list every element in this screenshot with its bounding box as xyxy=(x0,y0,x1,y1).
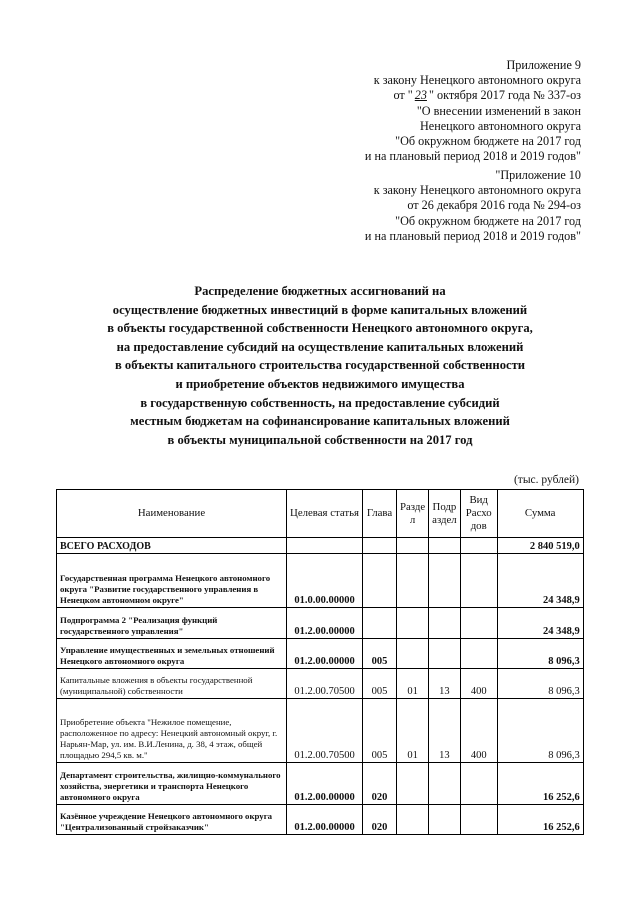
header-line: к закону Ненецкого автономного округа xyxy=(373,73,581,88)
title-line: в государственную собственность, на предоставление субсидий xyxy=(140,395,500,410)
header-line: от 26 декабря 2016 года № 294-оз xyxy=(407,198,581,213)
row-glava: 005 xyxy=(363,639,397,669)
title-line: местным бюджетам на софинансирование капитальных вложений xyxy=(130,414,510,429)
title-line: в объекты муниципальной собственности на 2017 год xyxy=(167,432,473,447)
table-row xyxy=(57,805,584,835)
row-sum: 8 096,3 xyxy=(497,669,583,699)
row-podrazdel xyxy=(429,608,461,639)
row-target: 01.2.00.00000 xyxy=(287,639,363,669)
row-razdel xyxy=(397,554,429,608)
row-name: Казённое учреждение Ненецкого автономного округа "Централизованный стройзаказчик" xyxy=(57,805,287,835)
header-line: "Об окружном бюджете на 2017 год xyxy=(395,213,581,228)
title-line: в объекты капитального строительства государственной собственности xyxy=(114,358,526,373)
units-label: (тыс. рублей) xyxy=(513,474,579,486)
row-razdel xyxy=(397,805,429,835)
row-sum: 2 840 519,0 xyxy=(497,538,583,554)
header-line: "Об окружном бюджете на 2017 год xyxy=(395,134,581,149)
title-line: в объекты государственной собственности Ненецкого автономного округа, xyxy=(107,321,533,336)
budget-table xyxy=(56,489,584,835)
row-podrazdel xyxy=(429,554,461,608)
handwritten-day: 23 xyxy=(414,88,427,103)
column-header-vid: Вид Расхо дов xyxy=(460,490,497,538)
row-target: 01.2.00.70500 xyxy=(287,669,363,699)
row-vid xyxy=(460,554,497,608)
row-glava xyxy=(363,554,397,608)
column-header-razdel: Разде л xyxy=(397,490,429,538)
row-glava xyxy=(363,538,397,554)
row-podrazdel xyxy=(429,763,461,805)
header-line: к закону Ненецкого автономного округа xyxy=(373,183,581,198)
title-line: Распределение бюджетных ассигнований на xyxy=(194,284,446,298)
row-vid xyxy=(460,805,497,835)
row-name: Управление имущественных и земельных отношений Ненецкого автономного округа xyxy=(57,639,287,669)
row-vid xyxy=(460,763,497,805)
row-vid xyxy=(460,639,497,669)
row-name: Государственная программа Ненецкого автономного округа "Развитие государственного управления в Ненецком автономном округе" xyxy=(57,554,287,608)
row-name: Капитальные вложения в объекты государственной (муниципальной) собственности xyxy=(57,669,287,699)
row-glava: 020 xyxy=(363,805,397,835)
row-vid: 400 xyxy=(460,669,497,699)
row-podrazdel xyxy=(429,538,461,554)
row-razdel: 01 xyxy=(397,699,429,763)
appendix-10-header xyxy=(365,168,581,244)
row-vid xyxy=(460,608,497,639)
row-name: Департамент строительства, жилищно-коммунального хозяйства, энергетики и транспорта Ненецкого автономного округа xyxy=(57,763,287,805)
row-sum: 16 252,6 xyxy=(497,805,583,835)
row-target: 01.2.00.70500 xyxy=(287,699,363,763)
row-target: 01.2.00.00000 xyxy=(287,608,363,639)
row-glava: 005 xyxy=(363,669,397,699)
table-row xyxy=(57,538,584,554)
row-vid xyxy=(460,538,497,554)
header-line: "О внесении изменений в закон xyxy=(416,103,581,118)
header-line: Ненецкого автономного округа xyxy=(419,118,581,133)
row-vid: 400 xyxy=(460,699,497,763)
row-target xyxy=(287,538,363,554)
row-target: 01.2.00.00000 xyxy=(287,805,363,835)
row-podrazdel xyxy=(429,639,461,669)
row-sum: 8 096,3 xyxy=(497,639,583,669)
row-razdel xyxy=(397,608,429,639)
header-line: и на плановый период 2018 и 2019 годов" xyxy=(364,228,581,243)
header-date-line xyxy=(365,88,581,103)
header-line: "Приложение 10 xyxy=(495,168,581,182)
row-podrazdel: 13 xyxy=(429,669,461,699)
table-row xyxy=(57,669,584,699)
table-row xyxy=(57,699,584,763)
column-header-target: Целевая статья xyxy=(287,490,363,538)
title-line: и приобретение объектов недвижимого имущества xyxy=(175,376,465,391)
column-header-sum: Сумма xyxy=(497,490,583,538)
table-row xyxy=(57,763,584,805)
row-glava: 005 xyxy=(363,699,397,763)
row-razdel xyxy=(397,763,429,805)
row-podrazdel: 13 xyxy=(429,699,461,763)
header-line: Приложение 9 xyxy=(506,58,581,72)
column-header-podrazdel: Подр аздел xyxy=(429,490,461,538)
row-name: Приобретение объекта "Нежилое помещение, расположенное по адресу: Ненецкий автономный округ, г. Нарьян-Мар, ул. им. В.И.Ленина, д. 38, 4 этаж, общей площадью 294,5 кв. м." xyxy=(57,699,287,763)
row-target: 01.2.00.00000 xyxy=(287,763,363,805)
title-line: осуществление бюджетных инвестиций в форме капитальных вложений xyxy=(112,302,528,317)
row-name: Подпрограмма 2 "Реализация функций государственного управления" xyxy=(57,608,287,639)
header-date-prefix: от " xyxy=(393,88,413,103)
column-header-glava: Глава xyxy=(363,490,397,538)
appendix-9-header xyxy=(365,58,581,164)
row-name: ВСЕГО РАСХОДОВ xyxy=(57,538,287,554)
table-header-row xyxy=(57,490,584,538)
title-line: на предоставление субсидий на осуществление капитальных вложений xyxy=(116,339,524,354)
row-sum: 24 348,9 xyxy=(497,608,583,639)
row-sum: 8 096,3 xyxy=(497,699,583,763)
row-podrazdel xyxy=(429,805,461,835)
table-row xyxy=(57,639,584,669)
document-title xyxy=(40,282,600,449)
row-sum: 24 348,9 xyxy=(497,554,583,608)
table-row xyxy=(57,608,584,639)
row-target: 01.0.00.00000 xyxy=(287,554,363,608)
row-razdel xyxy=(397,538,429,554)
column-header-name: Наименование xyxy=(57,490,287,538)
row-sum: 16 252,6 xyxy=(497,763,583,805)
row-glava xyxy=(363,608,397,639)
table-row xyxy=(57,554,584,608)
header-line: и на плановый период 2018 и 2019 годов" xyxy=(364,149,581,164)
row-razdel: 01 xyxy=(397,669,429,699)
row-glava: 020 xyxy=(363,763,397,805)
row-razdel xyxy=(397,639,429,669)
header-date-suffix: " октября 2017 года № 337-оз xyxy=(428,88,581,103)
